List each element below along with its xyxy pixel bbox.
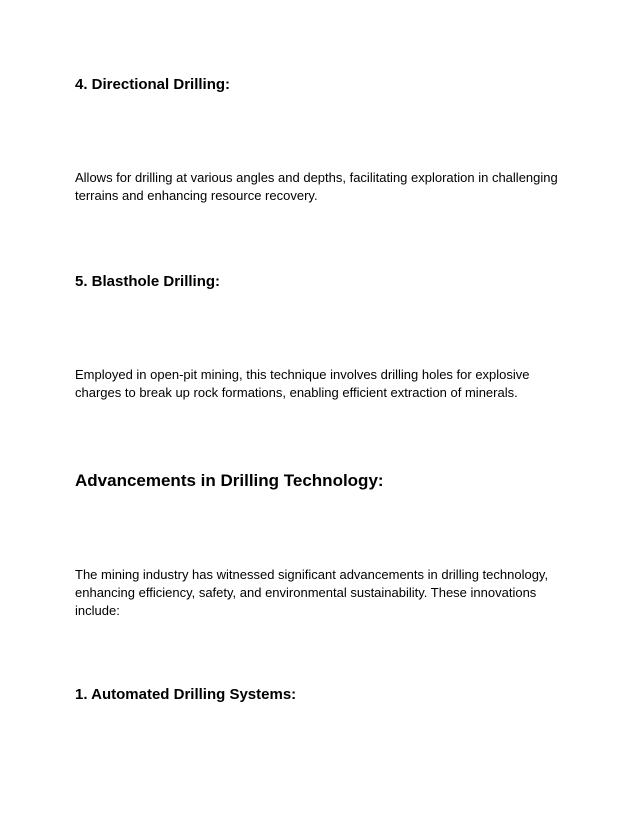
section-heading-directional-drilling: 4. Directional Drilling: bbox=[75, 76, 231, 93]
section-heading-advancements: Advancements in Drilling Technology: bbox=[75, 471, 384, 490]
section-heading-automated-drilling: 1. Automated Drilling Systems: bbox=[75, 686, 297, 703]
paragraph-advancements: The mining industry has witnessed significant advancements in drilling technology, enhancing efficiency, safety, and environmental sustainability. These innovations include: bbox=[75, 567, 549, 618]
paragraph-directional-drilling: Allows for drilling at various angles and depths, facilitating exploration in challenging terrains and enhancing resource recovery. bbox=[75, 170, 558, 203]
paragraph-blasthole-drilling: Employed in open-pit mining, this technique involves drilling holes for explosive charges to break up rock formations, enabling efficient extraction of minerals. bbox=[75, 367, 530, 400]
section-heading-blasthole-drilling: 5. Blasthole Drilling: bbox=[75, 273, 221, 290]
